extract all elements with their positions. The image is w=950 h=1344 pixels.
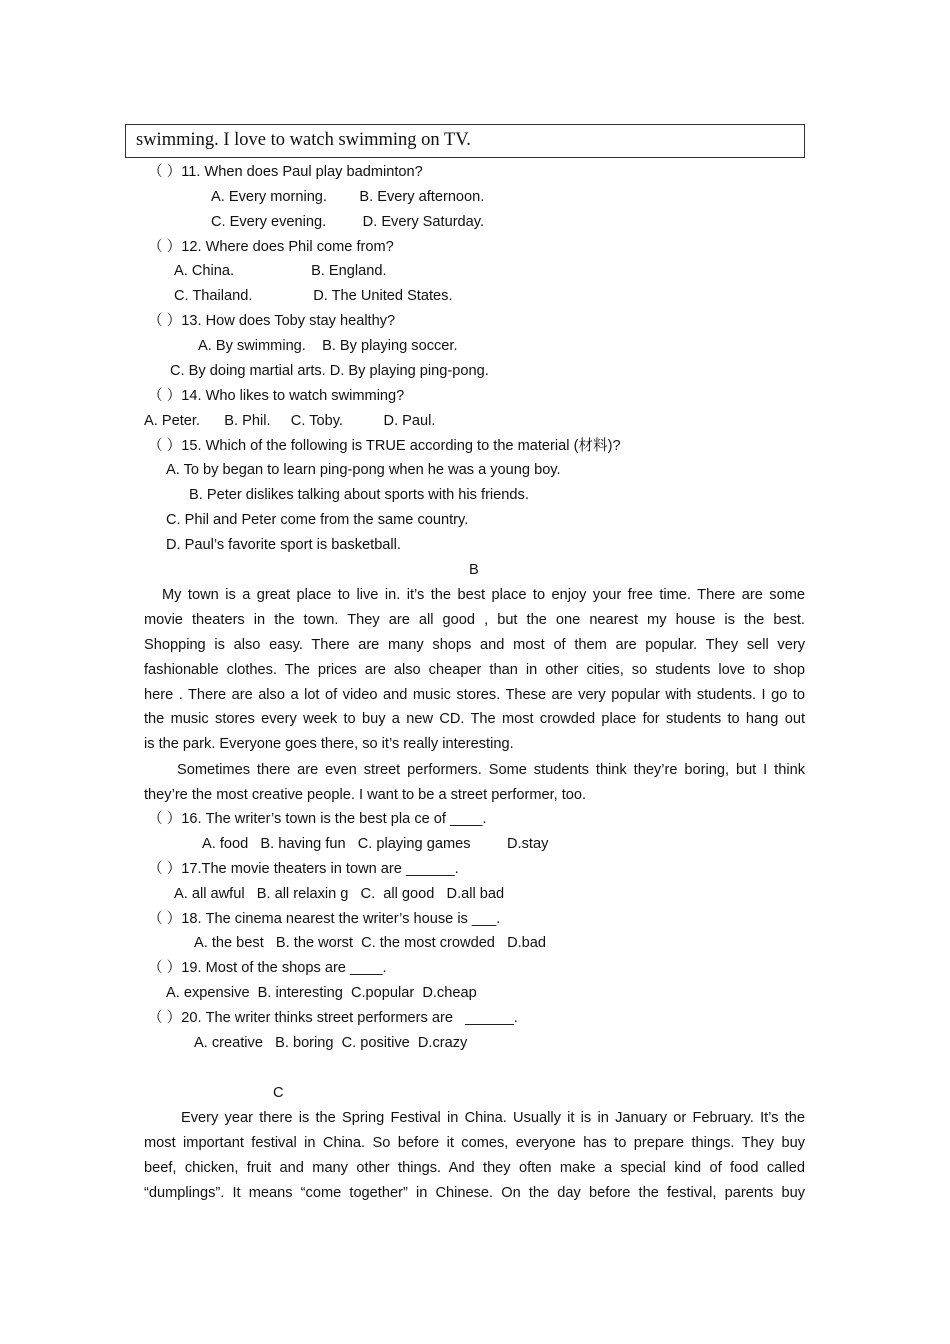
q11-options-row1: A. Every morning. B. Every afternoon. <box>211 189 485 205</box>
question-14: （ ）14. Who likes to watch swimming? <box>148 388 405 404</box>
question-19: （ ）19. Most of the shops are ____. <box>148 960 387 976</box>
question-15: （ ）15. Which of the following is TRUE according to the material (材料)? <box>148 438 621 454</box>
passage-c-line: beef, chicken, fruit and many other things. And they often make a special kind of food called <box>144 1159 805 1176</box>
q20-options: A. creative B. boring C. positive D.crazy <box>194 1035 468 1051</box>
passage-b-line: here . There are also a lot of video and music stores. These are very popular with students. I go to <box>144 686 805 703</box>
continued-passage-box <box>125 124 805 158</box>
q11-options-row2: C. Every evening. D. Every Saturday. <box>211 214 485 230</box>
passage-b-line: is the park. Everyone goes there, so it’s really interesting. <box>144 736 514 753</box>
box-text: swimming. I love to watch swimming on TV. <box>136 130 471 150</box>
passage-b2-line: they’re the most creative people. I want to be a street performer, too. <box>144 786 587 803</box>
passage-b-line: movie theaters in the town. They are all good , but the one nearest my house is the best. <box>144 611 805 628</box>
q15-option-a: A. To by began to learn ping-pong when he was a young boy. <box>166 462 561 478</box>
passage-c-line: Every year there is the Spring Festival in China. Usually it is in January or February. It’s the <box>181 1110 805 1126</box>
passage-b-paragraph-2 <box>144 758 805 808</box>
question-17: （ ）17.The movie theaters in town are ______. <box>148 861 459 877</box>
passage-b-line: the music stores every week to buy a new CD. The most crowded place for students to hang out <box>144 711 805 728</box>
q16-options: A. food B. having fun C. playing games D.stay <box>202 836 549 852</box>
q15-option-b: B. Peter dislikes talking about sports with his friends. <box>189 487 529 503</box>
q12-options-row1: A. China. B. England. <box>174 263 387 279</box>
q12-options-row2: C. Thailand. D. The United States. <box>174 288 453 304</box>
q15-option-c: C. Phil and Peter come from the same country. <box>166 512 469 528</box>
passage-c-line: most important festival in China. So before it comes, everyone has to prepare things. They buy <box>144 1134 805 1151</box>
section-b-heading: B <box>469 562 479 578</box>
passage-c-line: “dumplings”. It means “come together” in Chinese. On the day before the festival, parents buy <box>144 1184 805 1201</box>
passage-b2-line: Sometimes there are even street performers. Some students think they’re boring, but I think <box>177 762 805 778</box>
question-16: （ ）16. The writer’s town is the best pla ce of ____. <box>148 811 487 827</box>
q18-options: A. the best B. the worst C. the most crowded D.bad <box>194 935 547 951</box>
q17-options: A. all awful B. all relaxin g C. all good D.all bad <box>174 886 505 902</box>
q19-options: A. expensive B. interesting C.popular D.cheap <box>166 985 477 1001</box>
question-20: （ ）20. The writer thinks street performers are ______. <box>148 1010 518 1026</box>
q13-options-row1: A. By swimming. B. By playing soccer. <box>198 338 458 354</box>
question-18: （ ）18. The cinema nearest the writer’s house is ___. <box>148 911 501 927</box>
question-13: （ ）13. How does Toby stay healthy? <box>148 313 396 329</box>
q13-options-row2: C. By doing martial arts. D. By playing ping-pong. <box>170 363 489 379</box>
question-12: （ ）12. Where does Phil come from? <box>148 239 394 255</box>
passage-b-line: fashionable clothes. The prices are also cheaper than in other cities, so students love to shop <box>144 661 805 678</box>
passage-b-line: My town is a great place to live in. it’s the best place to enjoy your free time. There are some <box>162 587 805 603</box>
passage-b-paragraph-1 <box>144 583 805 757</box>
q15-option-d: D. Paul’s favorite sport is basketball. <box>166 537 401 553</box>
section-c-heading: C <box>273 1085 284 1101</box>
passage-b-line: Shopping is also easy. There are many shops and most of them are popular. They sell very <box>144 636 805 653</box>
question-11: （ ）11. When does Paul play badminton? <box>148 164 423 180</box>
passage-c-paragraph <box>144 1106 805 1206</box>
q14-options: A. Peter. B. Phil. C. Toby. D. Paul. <box>144 413 436 429</box>
